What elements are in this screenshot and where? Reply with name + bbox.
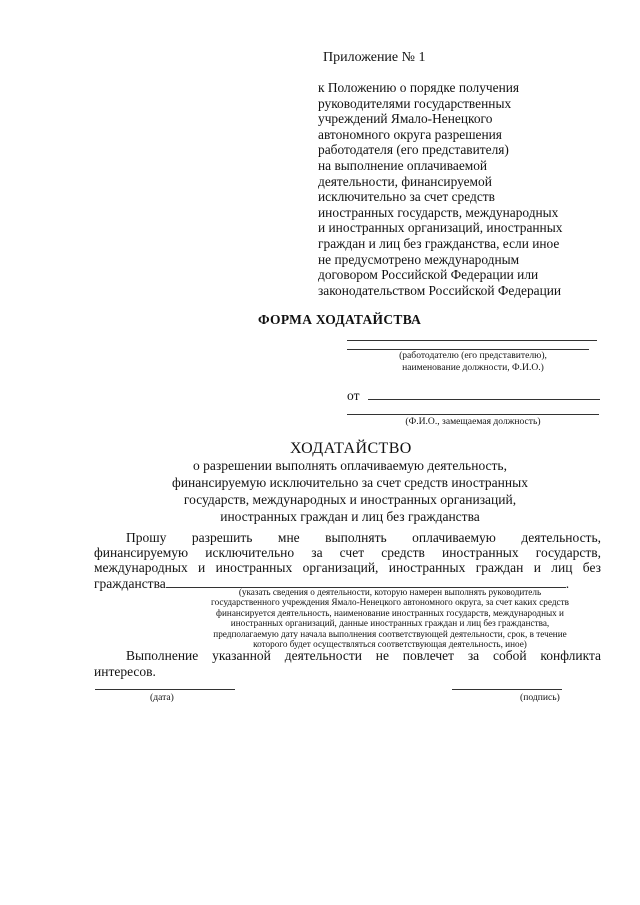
activity-caption <box>170 587 610 649</box>
activity-fill-line[interactable] <box>166 577 566 588</box>
preamble-line: законодательством Российской Федерации <box>318 282 562 298</box>
activity-caption-line: финансируется деятельность, наименование иностранных государств, международных и <box>216 607 564 618</box>
from-caption: (Ф.И.О., замещаемая должность) <box>405 416 541 427</box>
petition-body <box>94 530 601 591</box>
activity-caption-line: предполагаемую дату начала выполнения соответствующей деятельности, срок, в течение <box>213 628 567 639</box>
outcome-statement <box>94 648 601 679</box>
preamble-line: граждан и лиц без гражданства, если иное <box>318 235 560 251</box>
preamble-line: не предусмотрено международным <box>318 251 520 267</box>
from-line-2[interactable] <box>347 414 599 415</box>
signature-label: (подпись) <box>520 692 560 703</box>
addressee-caption-line: наименование должности, Ф.И.О.) <box>402 361 544 373</box>
petition-subject-line: финансируемую исключительно за счет средств иностранных <box>172 475 528 490</box>
addressee-caption-line: (работодателю (его представителю), <box>399 350 547 361</box>
appendix-title: Приложение № 1 <box>323 50 426 65</box>
preamble-line: иностранных государств, международных <box>318 204 559 220</box>
addressee-line-1[interactable] <box>347 340 597 341</box>
body-line-word: гражданства <box>94 575 166 591</box>
preamble-line: учреждений Ямало-Ненецкого <box>318 111 493 127</box>
body-line: международных и иностранных организаций, иностранных граждан и лиц без <box>94 560 601 576</box>
date-label: (дата) <box>150 692 174 703</box>
petition-heading: ХОДАТАЙСТВО <box>290 440 412 457</box>
date-line[interactable] <box>95 689 235 690</box>
preamble-line: исключительно за счет средств <box>318 189 495 205</box>
body-line: финансируемую исключительно за счет средств иностранных государств, <box>94 545 601 561</box>
form-title: ФОРМА ХОДАТАЙСТВА <box>258 312 422 327</box>
outcome-line: Выполнение указанной деятельности не повлечет за собой конфликта <box>126 648 601 663</box>
preamble-line: к Положению о порядке получения <box>318 80 520 95</box>
from-line-1[interactable] <box>368 399 600 400</box>
activity-caption-line: которого будет осуществляться соответствующая деятельность, иное) <box>253 639 527 650</box>
preamble-line: автономного округа разрешения <box>318 126 502 142</box>
from-label: от <box>347 388 360 403</box>
preamble-line: на выполнение оплачиваемой <box>318 157 488 173</box>
preamble-line: и иностранных организаций, иностранных <box>318 220 563 236</box>
outcome-line: интересов. <box>94 663 156 679</box>
petition-subject-line: иностранных граждан и лиц без гражданства <box>220 509 480 524</box>
activity-caption-line: (указать сведения о деятельности, которую намерен выполнять руководитель <box>238 587 542 597</box>
preamble-line: работодателя (его представителя) <box>318 142 509 158</box>
petition-subject-line: государств, международных и иностранных организаций, <box>183 492 517 507</box>
body-line-end: . <box>565 575 570 591</box>
preamble-line: руководителями государственных <box>318 95 512 111</box>
preamble-line: деятельности, финансируемой <box>318 173 492 189</box>
addressee-caption <box>348 350 598 373</box>
signature-line[interactable] <box>452 689 562 690</box>
activity-caption-line: государственного учреждения Ямало-Ненецкого автономного округа, за счет каких средств <box>211 597 569 608</box>
preamble-line: договором Российской Федерации или <box>318 267 539 283</box>
appendix-preamble <box>318 80 618 298</box>
petition-subject <box>100 457 600 525</box>
petition-subject-line: о разрешении выполнять оплачиваемую деятельность, <box>193 458 507 473</box>
body-line: Прошу разрешить мне выполнять оплачиваемую деятельность, <box>126 530 601 545</box>
activity-caption-line: иностранных организаций, данные иностранных граждан и лиц без гражданства, <box>230 618 550 629</box>
